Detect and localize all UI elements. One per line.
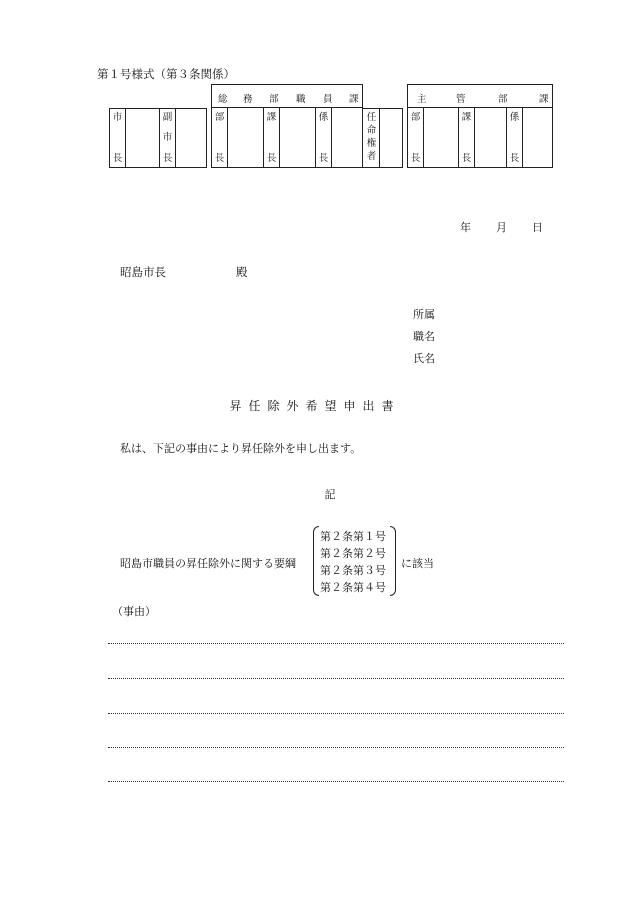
option-1: 第２条第１号	[320, 530, 386, 543]
ga-kacho-1: 課	[266, 112, 277, 123]
document-title: 昇任除外希望申出書	[229, 399, 401, 413]
appointer-3: 権	[366, 138, 377, 149]
form-number: 第１号様式（第３条関係）	[97, 67, 235, 81]
vice-mayor-label-2: 市	[162, 132, 173, 143]
reason-line-3[interactable]	[108, 713, 564, 714]
reason-line-4[interactable]	[108, 747, 564, 748]
option-2: 第２条第２号	[320, 547, 386, 560]
appointer-1: 任	[366, 112, 377, 123]
mayor-label-2: 長	[112, 153, 123, 164]
reason-line-1[interactable]	[108, 643, 564, 644]
stamp-box-appointer	[362, 108, 403, 168]
ki-heading: 記	[324, 488, 336, 501]
ga-kakaricho-2: 長	[318, 153, 329, 164]
date-month: 月	[496, 221, 507, 234]
ga-bucho-2: 長	[214, 153, 225, 164]
date-year: 年	[460, 221, 471, 234]
left-brace	[313, 526, 319, 596]
ga-kacho-2: 長	[266, 153, 277, 164]
reason-line-2[interactable]	[108, 678, 564, 679]
md-bucho-2: 長	[410, 153, 421, 164]
md-kakaricho-2: 長	[509, 153, 520, 164]
honorific: 殿	[236, 265, 248, 279]
stamp-box-managing-dept	[407, 84, 553, 168]
mayor-label-1: 市	[112, 112, 123, 123]
ga-header-1: 総	[218, 94, 228, 105]
ga-header-4: 職	[296, 94, 306, 105]
md-bucho-1: 部	[410, 112, 421, 123]
sender-position: 職名	[413, 330, 435, 343]
addressee: 昭島市長	[120, 265, 166, 279]
md-kacho-1: 課	[461, 112, 472, 123]
reason-label: （事由）	[112, 605, 156, 618]
reference-suffix: に該当	[401, 557, 434, 570]
option-4: 第２条第４号	[320, 581, 386, 594]
md-header-1: 主	[417, 94, 427, 105]
sender-name: 氏名	[413, 352, 435, 365]
ga-bucho-1: 部	[214, 112, 225, 123]
stamp-box-general-affairs	[211, 84, 363, 168]
statement: 私は、下記の事由により昇任除外を申し出ます。	[120, 442, 362, 455]
ga-kakaricho-1: 係	[318, 112, 329, 123]
vice-mayor-label-3: 長	[162, 153, 173, 164]
appointer-2: 命	[366, 125, 377, 136]
vice-mayor-label-1: 副	[162, 112, 173, 123]
option-3: 第２条第３号	[320, 564, 386, 577]
right-brace	[390, 526, 396, 596]
md-kacho-2: 長	[461, 153, 472, 164]
date-day: 日	[532, 221, 543, 234]
ga-header-2: 務	[243, 94, 253, 105]
stamp-box-executives	[109, 108, 207, 168]
reason-line-5[interactable]	[108, 781, 564, 782]
ga-header-3: 部	[269, 94, 279, 105]
md-header-2: 管	[456, 94, 466, 105]
appointer-4: 者	[366, 151, 377, 162]
reference-label: 昭島市職員の昇任除外に関する要綱	[120, 557, 296, 570]
sender-affiliation: 所属	[413, 308, 435, 321]
md-header-4: 課	[539, 94, 549, 105]
md-kakaricho-1: 係	[509, 112, 520, 123]
ga-header-5: 員	[323, 94, 333, 105]
md-header-3: 部	[498, 94, 508, 105]
ga-header-6: 課	[349, 94, 359, 105]
